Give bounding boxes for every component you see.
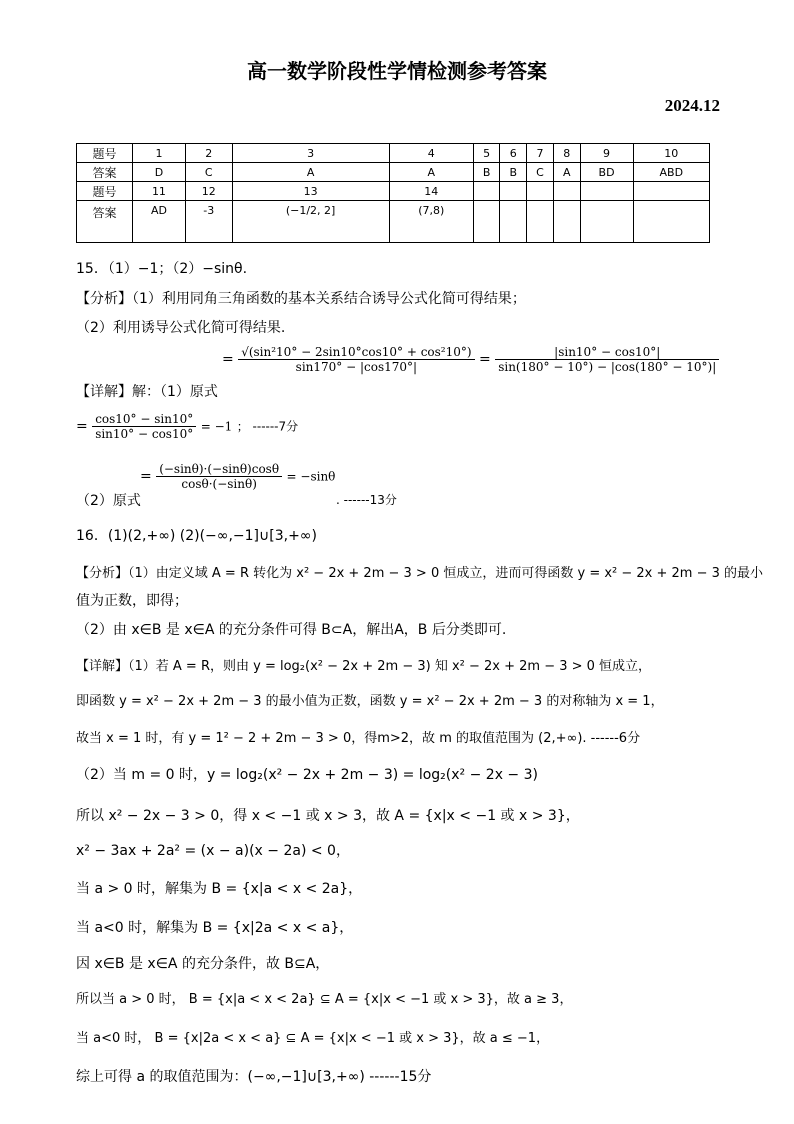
table-cell: 7 — [527, 144, 554, 163]
fraction: $\frac{\text{√(sin²10° − 2sin10°cos10° + cos²10°)}}{\sin 170^\circ - |\cos 170^\circ|}$ — [238, 345, 474, 374]
table-row — [77, 182, 710, 201]
table-cell — [527, 201, 554, 243]
table-cell: 3 — [232, 144, 389, 163]
row-label: 答案 — [77, 201, 133, 243]
table-cell — [473, 201, 500, 243]
table-cell — [473, 182, 500, 201]
row-label: 题号 — [77, 144, 133, 163]
table-cell: 9 — [580, 144, 633, 163]
table-cell: ABD — [633, 163, 709, 182]
q16-analysis-3: （2）由 x∈B 是 x∈A 的充分条件可得 B⊂A，解出A，B 后分类即可. — [76, 622, 507, 638]
table-cell — [580, 201, 633, 243]
table-cell — [527, 182, 554, 201]
q16-detail-10: 所以当 a > 0 时， B = {x|a < x < 2a} ⊆ A = {x|x < −1 或 x > 3}，故 a ≥ 3， — [76, 992, 573, 1007]
q15-analysis-2: （2）利用诱导公式化简可得结果. — [76, 320, 286, 336]
table-cell: 1 — [133, 144, 186, 163]
table-row — [77, 163, 710, 182]
document-date: 2024.12 — [664, 96, 720, 115]
q15-analysis-1: 【分析】（1）利用同角三角函数的基本关系结合诱导公式化简可得结果； — [76, 291, 526, 307]
q16-detail-9: 因 x∈B 是 x∈A 的充分条件，故 B⊆A， — [76, 956, 330, 972]
q15-head: 15．（1）−1；（2）−sinθ. — [76, 261, 248, 277]
table-cell — [580, 182, 633, 201]
answer-table — [76, 143, 710, 243]
table-cell: A — [389, 163, 473, 182]
q15-equation-3: = $\frac{(-\sin\theta)\cdot(-\sin\theta)\cos\theta}{\cos\theta\cdot(-\sin\theta)}$ = −sinθ — [140, 462, 336, 491]
q15-part2-label: （2）原式 — [76, 493, 141, 509]
table-cell: 11 — [133, 182, 186, 201]
q15-detail-label: 【详解】解：（1）原式 — [76, 384, 218, 400]
table-cell: 10 — [633, 144, 709, 163]
table-cell: (−1/2, 2] — [232, 201, 389, 243]
row-label: 题号 — [77, 182, 133, 201]
table-cell: 4 — [389, 144, 473, 163]
table-cell: A — [232, 163, 389, 182]
table-cell: D — [133, 163, 186, 182]
q16-detail-5: 所以 x² − 2x − 3 > 0，得 x < −1 或 x > 3，故 A = {x|x < −1 或 x > 3}， — [76, 808, 580, 824]
table-cell: 6 — [500, 144, 527, 163]
table-cell: (7,8) — [389, 201, 473, 243]
q16-detail-7: 当 a > 0 时，解集为 B = {x|a < x < 2a}， — [76, 881, 363, 897]
fraction: $\frac{\cos 10^\circ - \sin 10^\circ}{\sin 10^\circ - \cos 10^\circ}$ — [92, 412, 196, 441]
table-cell: -3 — [185, 201, 232, 243]
table-row — [77, 144, 710, 163]
q15-equation-1: = $\frac{\text{√(sin²10° − 2sin10°cos10° + cos²10°)}}{\sin 170^\circ - |\cos 170^\circ|}$ = $\frac{|\sin 10^\circ - \cos 10^\circ|}{\sin(180^\circ - 10^\circ) - |\cos(180^\circ - 10^\circ)|}$ — [222, 345, 719, 374]
table-cell — [500, 201, 527, 243]
fraction: $\frac{|\sin 10^\circ - \cos 10^\circ|}{\sin(180^\circ - 10^\circ) - |\cos(180^\circ - 10^\circ)|}$ — [495, 345, 719, 374]
table-cell: A — [554, 163, 581, 182]
table-cell: BD — [580, 163, 633, 182]
table-cell — [633, 201, 709, 243]
q16-detail-12: 综上可得 a 的取值范围为：(−∞,−1]∪[3,+∞) ------15分 — [76, 1069, 432, 1085]
q16-detail-3: 故当 x = 1 时，有 y = 1² − 2 + 2m − 3 > 0，得m>2，故 m 的取值范围为 (2,+∞). ------6分 — [76, 731, 641, 746]
q15-score-1: ； ------7分 — [236, 419, 299, 434]
q16-detail-11: 当 a<0 时， B = {x|2a < x < a} ⊆ A = {x|x < −1 或 x > 3}，故 a ≤ −1， — [76, 1031, 550, 1046]
table-cell: 12 — [185, 182, 232, 201]
table-cell: 14 — [389, 182, 473, 201]
table-cell — [554, 201, 581, 243]
q16-detail-1: 【详解】（1）若 A = R，则由 y = log₂(x² − 2x + 2m − 3) 知 x² − 2x + 2m − 3 > 0 恒成立， — [76, 659, 652, 674]
table-cell: C — [527, 163, 554, 182]
table-cell: 5 — [473, 144, 500, 163]
q15-score-2: . ------13分 — [336, 493, 397, 507]
table-row — [77, 201, 710, 243]
page-title: 高一数学阶段性学情检测参考答案 — [247, 59, 547, 83]
table-cell: B — [500, 163, 527, 182]
table-cell — [554, 182, 581, 201]
q16-detail-4: （2）当 m = 0 时，y = log₂(x² − 2x + 2m − 3) = log₂(x² − 2x − 3) — [76, 767, 538, 783]
q16-head: 16．(1)(2,+∞) (2)(−∞,−1]∪[3,+∞) — [76, 528, 317, 544]
table-cell: C — [185, 163, 232, 182]
q16-analysis-1: 【分析】（1）由定义域 A = R 转化为 x² − 2x + 2m − 3 > 0 恒成立，进而可得函数 y = x² − 2x + 2m − 3 的最小 — [76, 566, 764, 581]
fraction: $\frac{(-\sin\theta)\cdot(-\sin\theta)\cos\theta}{\cos\theta\cdot(-\sin\theta)}$ — [156, 462, 282, 491]
q16-detail-6: x² − 3ax + 2a² = (x − a)(x − 2a) < 0， — [76, 843, 350, 859]
q16-analysis-2: 值为正数，即得； — [76, 593, 188, 609]
table-cell: B — [473, 163, 500, 182]
row-label: 答案 — [77, 163, 133, 182]
q16-detail-8: 当 a<0 时，解集为 B = {x|2a < x < a}， — [76, 920, 354, 936]
table-cell: 2 — [185, 144, 232, 163]
table-cell: 8 — [554, 144, 581, 163]
q15-equation-2: = $\frac{\cos 10^\circ - \sin 10^\circ}{\sin 10^\circ - \cos 10^\circ}$ = −1 ； ------7分 — [76, 412, 299, 441]
table-cell — [500, 182, 527, 201]
table-cell: AD — [133, 201, 186, 243]
table-cell: 13 — [232, 182, 389, 201]
q16-detail-2: 即函数 y = x² − 2x + 2m − 3 的最小值为正数，函数 y = x² − 2x + 2m − 3 的对称轴为 x = 1， — [76, 694, 664, 709]
table-cell — [633, 182, 709, 201]
